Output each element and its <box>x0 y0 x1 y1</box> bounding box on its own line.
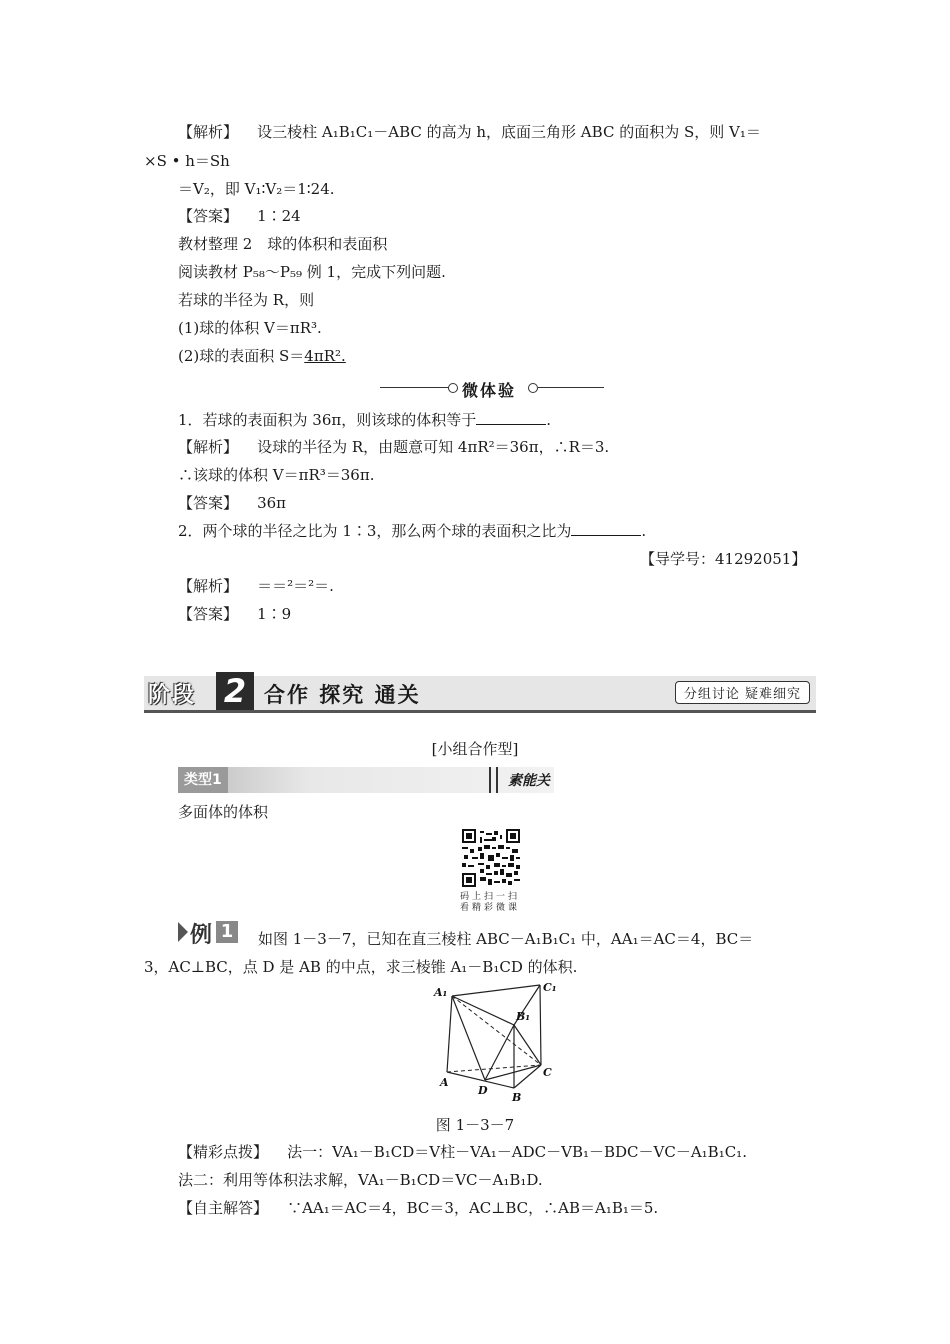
arrow-icon <box>178 922 188 942</box>
stage-label: 阶段 <box>148 683 197 708</box>
volume-formula: (1)球的体积 V＝πR³. <box>178 319 322 337</box>
stage-banner <box>144 672 816 713</box>
type-right-label: 素能关 <box>508 773 550 789</box>
solve-line <box>178 1198 658 1218</box>
qr-caption-1: 码上扫一扫 <box>460 892 521 902</box>
qr-code-icon[interactable] <box>462 829 520 887</box>
analysis-tag: 【解析】 <box>178 438 239 456</box>
label-a1: A₁ <box>434 986 448 999</box>
question-2-text: 2．两个球的半径之比为 1∶3，那么两个球的表面积之比为 <box>178 522 572 540</box>
qr-caption-2: 看精彩微课 <box>460 903 521 913</box>
example-word: 例 <box>190 923 213 948</box>
topic-title: 多面体的体积 <box>178 803 269 821</box>
label-c1: C₁ <box>543 982 557 994</box>
question-2-end: . <box>641 522 647 540</box>
stage-title: 合作 探究 通关 <box>264 683 421 707</box>
figure-caption: 图 1－3－7 <box>435 1116 515 1134</box>
solve-tag: 【自主解答】 <box>178 1199 269 1217</box>
surface-formula-prefix: (2)球的表面积 S＝ <box>178 347 305 365</box>
answer-text: 1∶9 <box>257 605 292 623</box>
hint-line <box>178 1142 747 1162</box>
line-analysis-2 <box>178 437 609 457</box>
answer-tag: 【答案】 <box>178 494 239 512</box>
question-1-text: 1．若球的表面积为 36π，则该球的体积等于 <box>178 411 477 429</box>
type-bar <box>178 767 554 793</box>
line-answer-1 <box>178 206 301 226</box>
example-tag <box>178 919 240 948</box>
analysis-text: 设三棱柱 A₁B₁C₁－ABC 的高为 h，底面三角形 ABC 的面积为 S，则 V₁＝ <box>257 123 761 141</box>
question-2 <box>178 521 646 541</box>
surface-formula <box>178 346 346 366</box>
analysis-text: 设球的半径为 R，由题意可知 4πR²＝36π，∴R＝3. <box>257 438 610 456</box>
volume-result: ∴该球的体积 V＝πR³＝36π. <box>178 466 375 484</box>
reading-instruction: 阅读教材 P₅₈～P₅₉ 例 1，完成下列问题. <box>178 263 446 281</box>
line-answer-2 <box>178 493 286 513</box>
micro-experience-divider <box>380 378 605 398</box>
answer-text: 36π <box>257 494 287 512</box>
label-a: A <box>440 1076 449 1089</box>
answer-tag: 【答案】 <box>178 605 239 623</box>
guide-number: 【导学号：41292051】 <box>640 550 807 568</box>
analysis-tag: 【解析】 <box>178 123 239 141</box>
question-1 <box>178 410 551 430</box>
stage-badge: 分组讨论 疑难细究 <box>675 681 810 704</box>
surface-formula-answer: 4πR². <box>304 347 346 365</box>
type-label: 类型1 <box>178 767 228 793</box>
question-1-end: . <box>546 411 552 429</box>
hint-tag: 【精彩点拨】 <box>178 1143 269 1161</box>
answer-blank <box>571 521 641 536</box>
section-heading: 教材整理 2 球的体积和表面积 <box>178 235 388 253</box>
line-analysis-1 <box>178 122 761 142</box>
example-text-1: 如图 1－3－7，已知在直三棱柱 ABC－A₁B₁C₁ 中，AA₁＝AC＝4，BC＝ <box>258 930 754 948</box>
hint-text: 法一：VA₁－B₁CD＝V柱－VA₁－ADC－VB₁－BDC－VC－A₁B₁C₁. <box>287 1143 747 1161</box>
example-text-2: 3，AC⊥BC，点 D 是 AB 的中点，求三棱锥 A₁－B₁CD 的体积. <box>144 958 578 976</box>
line-answer-3 <box>178 604 291 624</box>
divider-title: 微体验 <box>462 381 517 400</box>
answer-tag: 【答案】 <box>178 207 239 225</box>
label-b: B <box>512 1091 522 1102</box>
group-type-heading: [小组合作型] <box>431 740 519 758</box>
label-d: D <box>478 1084 488 1097</box>
line-formula: ×S • h＝Sh <box>144 152 230 170</box>
line-analysis-3 <box>178 576 334 596</box>
answer-text: 1∶24 <box>257 207 301 225</box>
line-ratio: ＝V₂，即 V₁∶V₂＝1∶24. <box>178 180 335 198</box>
prism-figure <box>432 982 562 1102</box>
analysis-text: ＝＝²＝²＝. <box>257 577 334 595</box>
solve-text: ∵AA₁＝AC＝4，BC＝3，AC⊥BC，∴AB＝A₁B₁＝5. <box>287 1199 659 1217</box>
label-c: C <box>543 1066 552 1079</box>
method-2: 法二：利用等体积法求解，VA₁－B₁CD＝VC－A₁B₁D. <box>178 1171 543 1189</box>
label-b1: B₁ <box>516 1010 531 1023</box>
radius-condition: 若球的半径为 R，则 <box>178 291 315 309</box>
stage-number: 2 <box>216 672 254 710</box>
bar-divider <box>489 767 498 793</box>
answer-blank <box>476 410 546 425</box>
example-number: 1 <box>216 921 238 943</box>
analysis-tag: 【解析】 <box>178 577 239 595</box>
